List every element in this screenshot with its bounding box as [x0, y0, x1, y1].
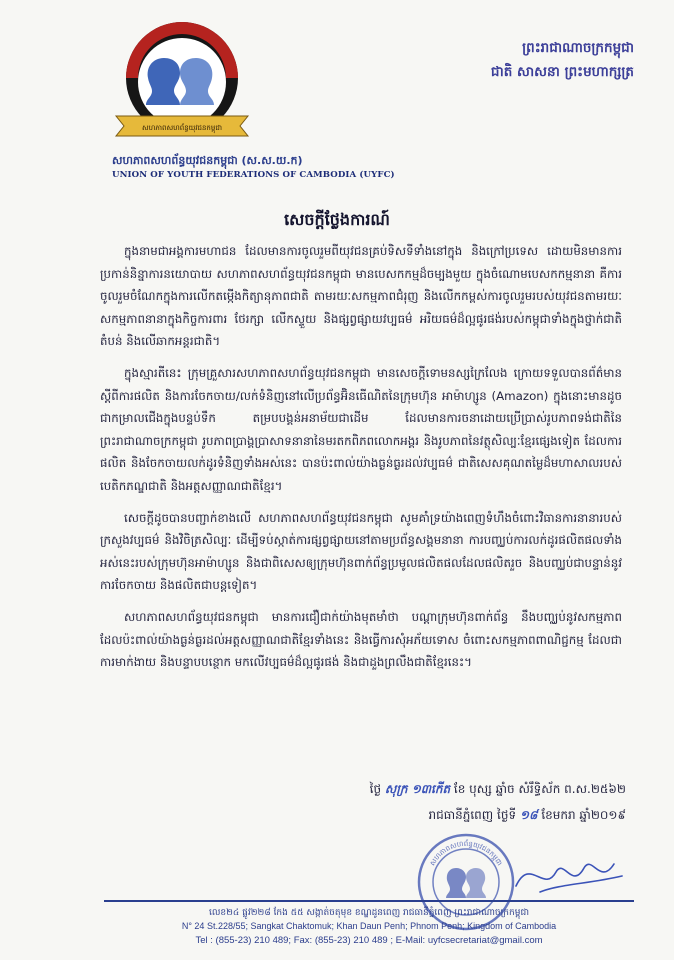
month-year: ខែមករា ឆ្នាំ២០១៩ [541, 808, 626, 822]
place-prefix: រាជធានីភ្នំពេញ ថ្ងៃទី [428, 808, 517, 822]
paragraph-4: សហភាពសហព័ន្ធយុវជនកម្ពុជា មានការជឿជាក់យ៉ាងមុតមាំថា បណ្តាក្រុមហ៊ុនពាក់ព័ន្ធ នឹងបញ្ឈប់នូវសកម្មភាពដែលប៉ះពាល់យ៉ាងធ្ងន់ធ្ងរដល់អត្តសញ្ញាណជាតិខ្មែរទាំងនេះ និងធ្វើការសុំអភ័យទោស ចំពោះសកម្មភាពពាណិជ្ជកម្ម ដែលជាការមាក់ងាយ និងបន្ទាបបន្ថោក មកលើវប្បធម៌ដ៏ល្អផូរផង់ និងជាដួងព្រលឹងជាតិខ្មែរនេះ។ [100, 609, 622, 670]
lunar-date [206, 776, 626, 802]
document-title: សេចក្តីថ្លែងការណ៍ [284, 210, 390, 229]
national-motto: ជាតិ សាសនា ព្រះមហាក្សត្រ [490, 64, 634, 80]
statement-body [100, 240, 622, 683]
paragraph-1: ក្នុងនាមជាអង្គការមហាជន ដែលមានការចូលរួមពីយុវជនគ្រប់ទិសទីទាំងនៅក្នុង និងក្រៅប្រទេស ដោយមិនមានការប្រកាន់និន្នាការនយោបាយ សហភាពសហព័ន្ធយុវជនកម្ពុជា មានបេសកកម្មដ៏ចម្បងមួយ ក្នុងចំណោមបេសកកម្មនានា គឺការចូលរួមចំណែកក្នុងការលើកតម្កើងកិត្យានុភាពជាតិ តាមរយៈសកម្មភាពជំរុញ និងលើកកម្ពស់ការចូលរួមរបស់យុវជនតាមរយៈសកម្មភាពនានាក្នុងកិច្ចការពារ ថែរក្សា លើកស្ទួយ និងផ្សព្វផ្សាយវប្បធម៌ អរិយធម៌ដ៏ល្អផូរផង់របស់កម្ពុជាទាំងក្នុងថ្នាក់ជាតិ តំបន់ និងលើឆាកអន្តរជាតិ។ [100, 244, 622, 349]
stamp-text: សហភាពសហព័ន្ធយុវជនកម្ពុជា [428, 839, 504, 868]
org-name-khmer: សហភាពសហព័ន្ធយុវជនកម្ពុជា (ស.ស.យ.ក) [112, 154, 303, 167]
footer [104, 906, 634, 949]
lunar-date-rest: ខែ បុស្ស ឆ្នាំច សំរឹទ្ធិស័ក ព.ស.២៥៦២ [453, 782, 626, 796]
footer-address-english: N° 24 St.228/55; Sangkat Chaktomuk; Khan Daun Penh; Phnom Penh; Kingdom of Cambodia [181, 921, 557, 931]
paragraph-3: សេចក្តីដូចបានបញ្ជាក់ខាងលើ សហភាពសហព័ន្ធយុវជនកម្ពុជា សូមគាំទ្រយ៉ាងពេញទំហឹងចំពោះវិធានការនានារបស់ក្រសួងវប្បធម៌ និងវិចិត្រសិល្បៈ ដើម្បីទប់ស្កាត់ការផ្សព្វផ្សាយនៅតាមប្រព័ន្ធសង្គមនានា ការបញ្ឈប់ការលក់ដូរផលិតផលទាំងអស់នេះរបស់ក្រុមហ៊ុនអាម៉ាហ្សូន និងជាពិសេសឲ្យក្រុមហ៊ុនពាក់ព័ន្ធប្រមូលផលិតផលដែលផលិតរួច និងបញ្ឈប់ជាបន្ទាន់នូវការចែកចាយ និងផលិតជាបន្តទៀត។ [100, 510, 622, 593]
uyfc-logo [112, 20, 252, 152]
date-block [206, 776, 626, 828]
footer-divider [104, 900, 634, 902]
footer-address-khmer: លេខ២៤ ផ្លូវ២២៨ កែង ៥៥ សង្កាត់ចតុមុខ ខណ្ឌដូនពេញ រាជធានីភ្នំពេញ ព្រះរាជាណាចក្រកម្ពុជា [208, 908, 530, 918]
footer-contact: Tel : (855-23) 210 489; Fax: (855-23) 210 489 ; E-Mail: uyfcsecretariat@gmail.com [195, 935, 543, 946]
place-date [206, 802, 626, 828]
day-prefix: ថ្ងៃ [369, 782, 382, 796]
lunar-day-handwritten: សុក្រ ១៣កើត [384, 782, 451, 796]
signature [510, 846, 630, 906]
day-number-handwritten: ១៨ [519, 808, 538, 822]
org-name-english: UNION OF YOUTH FEDERATIONS OF CAMBODIA (UYFC) [112, 170, 395, 180]
kingdom-header [414, 36, 634, 84]
paragraph-2: ក្នុងស្មារតីនេះ ក្រុមគ្រួសារសហភាពសហព័ន្ធយុវជនកម្ពុជា មានសេចក្តីទោមនស្សក្រៃលែង ក្រោយទទួលបានព័ត៌មានស្តីពីការផលិត និងការចែកចាយ/លក់ទំនិញនៅលើប្រព័ន្ធអ៊ិនធើណិតនៃក្រុមហ៊ុន អាម៉ាហ្សូន (Amazon) ក្នុងនោះមានដូចជាកម្រាលជើងក្នុងបន្ទប់ទឹក តម្របបង្គន់អនាម័យជាដើម ដែលមានការចនាដោយប្រើប្រាស់រូបភាពទង់ជាតិនៃព្រះរាជាណាចក្រកម្ពុជា រូបភាពប្រាង្គប្រាសាទនានានៃមរតកពិភពលោកអង្គរ និងរូបភាពនៃវត្ថុសិល្បៈខ្មែរផ្សេងទៀត ដែលការផលិត និងចែកចាយលក់ដូរទំនិញទាំងអស់នេះ បានប៉ះពាល់យ៉ាងធ្ងន់ធ្ងរដល់វប្បធម៌ ជាតិសេសគុណតម្លៃដ៏មហាសាលរបស់បេតិកភណ្ឌជាតិ និងអត្តសញ្ញាណជាតិខ្មែរ។ [100, 365, 622, 493]
logo-banner-text: សហភាពសហព័ន្ធយុវជនកម្ពុជា [142, 124, 222, 132]
kingdom-name: ព្រះរាជាណាចក្រកម្ពុជា [522, 40, 634, 56]
